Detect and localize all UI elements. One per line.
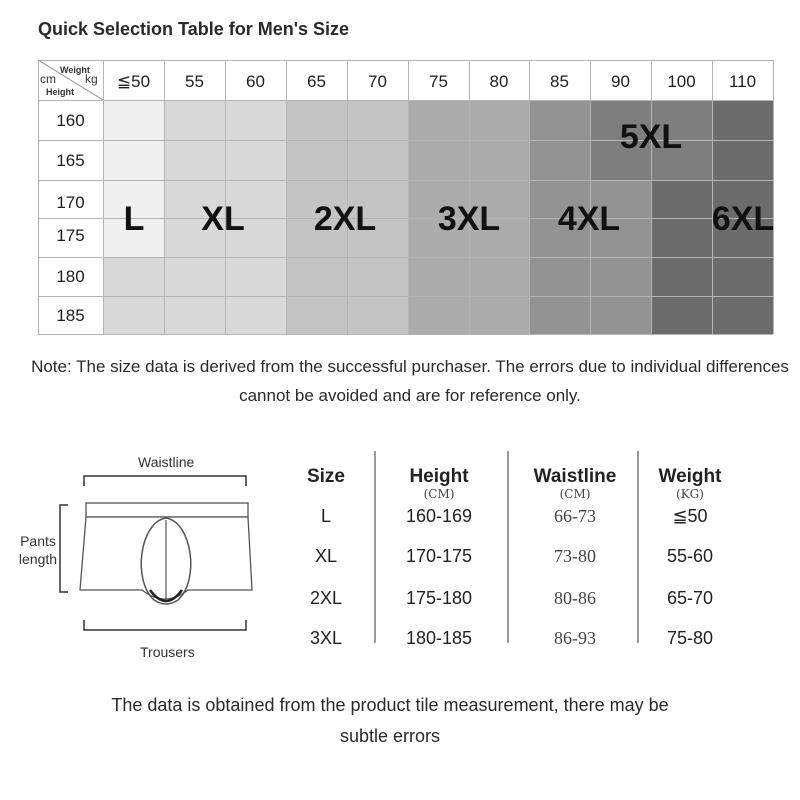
grid-cell bbox=[408, 296, 469, 334]
weight-column-header: 85 bbox=[550, 72, 569, 91]
grid-vline bbox=[286, 60, 287, 334]
height-row-header: 185 bbox=[56, 306, 85, 325]
size-cell: 2XL bbox=[309, 588, 343, 608]
grid-cell bbox=[164, 296, 225, 334]
grid-cell bbox=[347, 100, 408, 140]
grid-cell bbox=[712, 257, 773, 296]
grid-cell bbox=[651, 180, 712, 218]
table-divider-1 bbox=[374, 451, 376, 643]
header-waistline-unit: (CM) bbox=[559, 487, 591, 501]
waist-cell: 66-73 bbox=[554, 506, 596, 526]
trousers-label: Trousers bbox=[140, 644, 195, 660]
size-cell: XL bbox=[314, 546, 338, 566]
grid-vline bbox=[773, 60, 774, 334]
weight-column-header: 80 bbox=[489, 72, 509, 91]
grid-cell bbox=[651, 257, 712, 296]
corner-diagonal bbox=[38, 60, 103, 100]
weight-cell: 65-70 bbox=[666, 588, 714, 608]
grid-vline bbox=[712, 60, 713, 334]
grid-vline bbox=[164, 60, 165, 334]
grid-hline bbox=[38, 100, 773, 101]
header-weight-unit: (KG) bbox=[676, 487, 704, 501]
header-weight: Weight bbox=[658, 466, 722, 487]
table-divider-3 bbox=[637, 451, 639, 643]
height-cell: 170-175 bbox=[405, 546, 473, 566]
corner-weight-label: Weight bbox=[60, 65, 90, 75]
grid-cell bbox=[164, 257, 225, 296]
grid-cell bbox=[347, 296, 408, 334]
waist-cell: 86-93 bbox=[554, 628, 596, 648]
grid-cell bbox=[164, 100, 225, 140]
grid-cell bbox=[225, 257, 286, 296]
weight-cell: ≦50 bbox=[672, 506, 708, 526]
height-row-header: 160 bbox=[56, 111, 85, 130]
weight-column-header: 110 bbox=[728, 72, 757, 91]
weight-column-header: ≦50 bbox=[116, 72, 151, 91]
grid-vline bbox=[529, 60, 530, 334]
grid-cell bbox=[712, 140, 773, 180]
size-note: Note: The size data is derived from the successful purchaser. The errors due to individual differences cannot be avoided and are for reference only. bbox=[31, 357, 789, 405]
grid-cell bbox=[590, 257, 651, 296]
weight-cell: 55-60 bbox=[666, 546, 714, 566]
weight-column-header: 55 bbox=[185, 72, 204, 91]
measurement-footnote: The data is obtained from the product tile measurement, there may be subtle errors bbox=[111, 695, 669, 746]
size-label-xl: XL bbox=[201, 200, 245, 238]
grid-cell bbox=[286, 257, 347, 296]
weight-column-header: 60 bbox=[246, 72, 265, 91]
grid-cell bbox=[225, 140, 286, 180]
grid-cell bbox=[469, 257, 529, 296]
grid-hline bbox=[38, 60, 773, 61]
size-label-3xl: 3XL bbox=[437, 200, 501, 238]
size-label-5xl: 5XL bbox=[619, 118, 683, 156]
grid-cell bbox=[469, 140, 529, 180]
weight-column-header: 70 bbox=[368, 72, 387, 91]
corner-cm-label: cm bbox=[40, 72, 56, 86]
size-cell: L bbox=[320, 506, 331, 526]
grid-cell bbox=[347, 257, 408, 296]
grid-cell bbox=[590, 296, 651, 334]
grid-cell bbox=[347, 140, 408, 180]
height-row-header: 175 bbox=[56, 226, 85, 245]
header-waistline: Waistline bbox=[533, 466, 617, 487]
grid-hline bbox=[38, 296, 773, 297]
grid-cell bbox=[103, 296, 164, 334]
waistline-label: Waistline bbox=[138, 454, 195, 470]
size-label-6xl: 6XL bbox=[711, 200, 775, 238]
height-row-header: 165 bbox=[56, 151, 85, 170]
height-row-header: 170 bbox=[56, 193, 85, 212]
header-height: Height bbox=[409, 466, 469, 487]
size-label-l: L bbox=[123, 200, 145, 238]
grid-vline bbox=[469, 60, 470, 334]
weight-column-header: 90 bbox=[611, 72, 630, 91]
height-cell: 175-180 bbox=[405, 588, 473, 608]
grid-cell bbox=[529, 100, 590, 140]
grid-vline bbox=[408, 60, 409, 334]
corner-height-label: Height bbox=[46, 87, 74, 97]
grid-hline bbox=[38, 334, 773, 335]
header-height-unit: (CM) bbox=[423, 487, 455, 501]
grid-vline bbox=[225, 60, 226, 334]
grid-cell bbox=[408, 100, 469, 140]
grid-cell bbox=[164, 140, 225, 180]
grid-vline bbox=[651, 60, 652, 334]
size-cell: 3XL bbox=[309, 628, 343, 648]
table-divider-2 bbox=[507, 451, 509, 643]
height-cell: 180-185 bbox=[405, 628, 473, 648]
size-label-2xl: 2XL bbox=[313, 200, 377, 238]
grid-cell bbox=[529, 140, 590, 180]
grid-hline bbox=[38, 257, 773, 258]
grid-cell bbox=[103, 257, 164, 296]
grid-cell bbox=[469, 296, 529, 334]
grid-cell bbox=[529, 296, 590, 334]
grid-cell bbox=[103, 100, 164, 140]
grid-cell bbox=[651, 218, 712, 257]
header-size: Size bbox=[306, 466, 346, 487]
waist-cell: 73-80 bbox=[554, 546, 596, 566]
grid-cell bbox=[408, 140, 469, 180]
grid-cell bbox=[225, 296, 286, 334]
grid-cell bbox=[712, 100, 773, 140]
pants-length-label: Pants length bbox=[18, 533, 58, 568]
grid-cell bbox=[712, 296, 773, 334]
grid-vline bbox=[103, 60, 104, 334]
weight-cell: 75-80 bbox=[666, 628, 714, 648]
grid-cell bbox=[469, 100, 529, 140]
grid-cell bbox=[225, 100, 286, 140]
size-chart-title: Quick Selection Table for Men's Size bbox=[38, 19, 350, 39]
weight-column-header: 65 bbox=[307, 72, 326, 91]
grid-cell bbox=[286, 100, 347, 140]
grid-hline bbox=[38, 180, 773, 181]
height-row-header: 180 bbox=[56, 267, 85, 286]
grid-cell bbox=[408, 257, 469, 296]
quick-selection-grid bbox=[0, 0, 800, 340]
corner-kg-label: kg bbox=[85, 72, 98, 86]
grid-cell bbox=[529, 257, 590, 296]
weight-column-header: 75 bbox=[429, 72, 448, 91]
size-label-4xl: 4XL bbox=[557, 200, 621, 238]
grid-cell bbox=[286, 296, 347, 334]
waist-cell: 80-86 bbox=[554, 588, 596, 608]
grid-cell bbox=[651, 296, 712, 334]
grid-cell bbox=[286, 140, 347, 180]
grid-vline bbox=[347, 60, 348, 334]
underwear-diagram-icon bbox=[0, 440, 290, 660]
weight-column-header: 100 bbox=[667, 72, 696, 91]
grid-cell bbox=[103, 140, 164, 180]
grid-vline bbox=[590, 60, 591, 334]
height-cell: 160-169 bbox=[405, 506, 473, 526]
